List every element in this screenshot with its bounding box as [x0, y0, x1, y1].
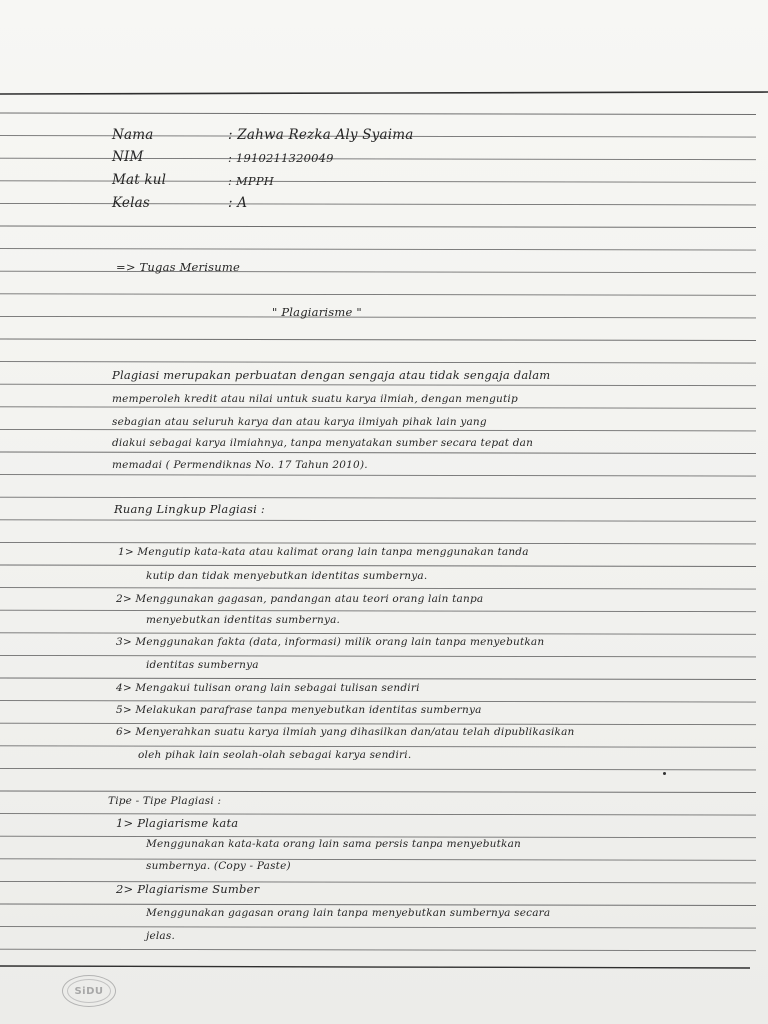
logo-text: SiDU [67, 979, 111, 1003]
nim-value: : 1910211320049 [228, 151, 334, 165]
types-line: jelas. [146, 930, 176, 942]
class-value: : A [228, 195, 248, 211]
rule-line [0, 881, 756, 883]
rule-line [0, 384, 756, 386]
course-value: : MPPH [228, 174, 275, 188]
rule-line [0, 339, 756, 341]
scope-line: 6> Menyerahkan suatu karya ilmiah yang dihasilkan dan/atau telah dipublikasikan [116, 726, 575, 738]
rule-line [0, 701, 756, 703]
nim-label: NIM [112, 149, 144, 165]
rule-line [0, 768, 756, 770]
types-heading: Tipe - Tipe Plagiasi : [108, 795, 222, 807]
rule-line [0, 271, 756, 273]
scope-line: 3> Menggunakan fakta (data, informasi) milik orang lain tanpa menyebutkan [116, 636, 545, 648]
rule-line [0, 542, 756, 544]
course-label: Mat kul [112, 172, 167, 188]
rule-line [0, 362, 756, 364]
rule-line [0, 429, 756, 431]
scope-line: 5> Melakukan parafrase tanpa menyebutkan identitas sumbernya [116, 704, 482, 716]
intro-line: memadai ( Permendiknas No. 17 Tahun 2010). [112, 459, 368, 471]
scope-line: 4> Mengakui tulisan orang lain sebagai tulisan sendiri [116, 682, 420, 694]
task-title: => Tugas Merisume [116, 260, 240, 274]
rule-line [0, 294, 756, 296]
rule-line [0, 927, 756, 929]
rule-line [0, 678, 756, 680]
rule-line [0, 791, 756, 793]
scope-line: kutip dan tidak menyebutkan identitas sumbernya. [146, 570, 428, 582]
rule-line [0, 565, 756, 567]
scope-line: identitas sumbernya [146, 659, 259, 671]
rule-line [0, 407, 756, 409]
rule-line [0, 904, 756, 906]
rule-line [0, 226, 756, 228]
rule-line [0, 249, 756, 251]
intro-line: sebagian atau seluruh karya dan atau karya ilmiyah pihak lain yang [112, 416, 487, 428]
ink-dot [663, 772, 666, 775]
intro-line: memperoleh kredit atau nilai untuk suatu karya ilmiah, dengan mengutip [112, 393, 518, 405]
scope-heading: Ruang Lingkup Plagiasi : [114, 502, 265, 516]
rule-line [0, 316, 756, 318]
rule-line [0, 859, 756, 861]
name-value: : Zahwa Rezka Aly Syaima [228, 127, 414, 143]
scope-line: 1> Mengutip kata-kata atau kalimat orang lain tanpa menggunakan tanda [118, 546, 529, 558]
rule-line [0, 475, 756, 477]
types-line: 2> Plagiarisme Sumber [116, 882, 260, 896]
scope-line: 2> Menggunakan gagasan, pandangan atau teori orang lain tanpa [116, 593, 484, 605]
rule-line [0, 655, 756, 657]
scope-line: oleh pihak lain seolah-olah sebagai karya sendiri. [138, 749, 412, 761]
rule-line [0, 814, 756, 816]
types-line: Menggunakan kata-kata orang lain sama persis tanpa menyebutkan [146, 838, 522, 850]
intro-line: diakui sebagai karya ilmiahnya, tanpa menyatakan sumber secara tepat dan [112, 437, 534, 449]
intro-line: Plagiasi merupakan perbuatan dengan sengaja atau tidak sengaja dalam [112, 368, 551, 382]
name-label: Nama [112, 127, 154, 143]
notebook-brand-logo [62, 975, 116, 1007]
rule-line [0, 520, 756, 522]
types-line: Menggunakan gagasan orang lain tanpa menyebutkan sumbernya secara [146, 907, 551, 919]
rule-line [0, 746, 756, 748]
rule-line [0, 497, 756, 499]
types-line: 1> Plagiarisme kata [116, 816, 239, 830]
rule-line [0, 949, 756, 951]
rule-line [0, 633, 756, 635]
rule-line [0, 113, 756, 115]
types-line: sumbernya. (Copy - Paste) [146, 860, 291, 872]
class-label: Kelas [112, 195, 151, 211]
rule-line [0, 588, 756, 590]
rule-line [0, 723, 756, 725]
scope-line: menyebutkan identitas sumbernya. [146, 614, 341, 626]
rule-line [0, 452, 756, 454]
rule-line [0, 610, 756, 612]
essay-title: " Plagiarisme " [272, 305, 362, 319]
